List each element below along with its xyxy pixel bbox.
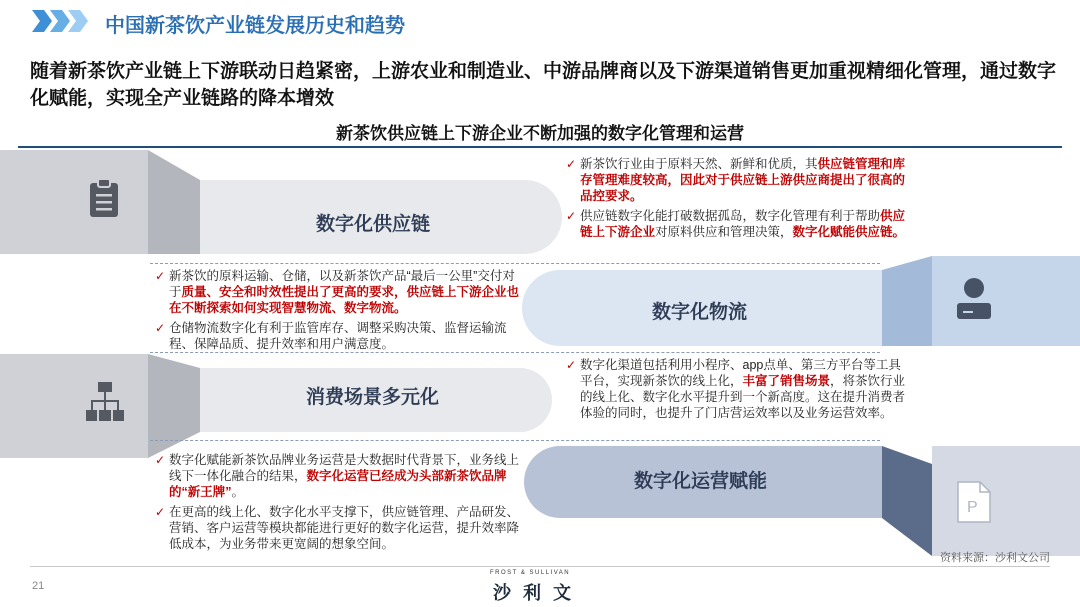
footer-rule xyxy=(30,566,1050,567)
separator-3 xyxy=(150,440,880,441)
page-title: 中国新茶饮产业链发展历史和趋势 xyxy=(105,15,405,37)
band-label-consumption-scene: 消费场景多元化 xyxy=(306,387,440,408)
check-icon: ✓ xyxy=(155,269,166,283)
header-chevron-icon xyxy=(32,10,92,32)
lead-text: 随着新茶饮产业链上下游联动日趋紧密，上游农业和制造业、中游品牌商以及下游渠道销售更加重视精细化管理，通过数字化赋能，实现全产业链路的降本增效 xyxy=(30,61,1057,109)
band-label-operations: 数字化运营赋能 xyxy=(634,471,768,492)
page-number: 21 xyxy=(32,580,45,592)
clipboard-icon xyxy=(88,178,120,218)
org-chart-icon xyxy=(86,382,124,422)
check-icon: ✓ xyxy=(566,358,577,372)
list-item: ✓ 供应链数字化能打破数据孤岛，数字化管理有利于帮助供应链上下游企业对原料供应和管理决策，数字化赋能供应链。 xyxy=(566,209,906,239)
logistics-bullets xyxy=(155,268,520,356)
separator-1 xyxy=(150,263,880,264)
check-icon: ✓ xyxy=(155,505,166,519)
user-icon xyxy=(955,277,993,321)
list-item: ✓ 新茶饮的原料运输、仓储，以及新茶饮产品“最后一公里”交付对于质量、安全和时效性提出了更高的要求，供应链上下游企业也在不断探索如何实现智慧物流、数字物流。 xyxy=(155,269,520,315)
list-item: ✓ 仓储物流数字化有利于监管库存、调整采购决策、监督运输流程、保障品质、提升效率和用户满意度。 xyxy=(155,321,507,351)
consumption-scene-bullets xyxy=(566,357,911,425)
logo-english: FROST & SULLIVAN xyxy=(490,570,571,576)
logo-chinese: 沙利文 xyxy=(493,583,583,603)
svg-text:P: P xyxy=(967,499,978,516)
check-icon: ✓ xyxy=(566,209,577,223)
check-icon: ✓ xyxy=(566,157,577,171)
check-icon: ✓ xyxy=(155,321,166,335)
band-label-supply-chain: 数字化供应链 xyxy=(316,214,431,235)
check-icon: ✓ xyxy=(155,453,166,467)
source-note: 资料来源：沙利文公司 xyxy=(940,552,1050,564)
document-p-icon xyxy=(956,480,992,524)
band-label-logistics: 数字化物流 xyxy=(652,302,748,323)
list-item: ✓ 新茶饮行业由于原料天然、新鲜和优质，其供应链管理和库存管理难度较高，因此对于供应链上游供应商提出了很高的品控要求。 xyxy=(566,157,906,203)
list-item: ✓ 在更高的线上化、数字化水平支撑下，供应链管理、产品研发、营销、客户运营等模块都能进行更好的数字化运营，提升效率降低成本，为业务带来更宽阔的想象空间。 xyxy=(155,505,520,551)
list-item: ✓ 数字化赋能新茶饮品牌业务运营是大数据时代背景下，业务线上线下一体化融合的结果，数字化运营已经成为头部新茶饮品牌的“新王牌”。 xyxy=(155,453,520,499)
section-subtitle: 新茶饮供应链上下游企业不断加强的数字化管理和运营 xyxy=(336,124,744,143)
supply-chain-bullets xyxy=(566,156,911,244)
operations-bullets xyxy=(155,452,520,556)
list-item: ✓ 数字化渠道包括利用小程序、app点单、第三方平台等工具平台，实现新茶饮的线上化，丰富了销售场景，将茶饮行业的线上化、数字化水平提升到一个新高度。这在提升消费者体验的同时，也提升了门店营运效率以及业务运营效率。 xyxy=(566,358,906,420)
